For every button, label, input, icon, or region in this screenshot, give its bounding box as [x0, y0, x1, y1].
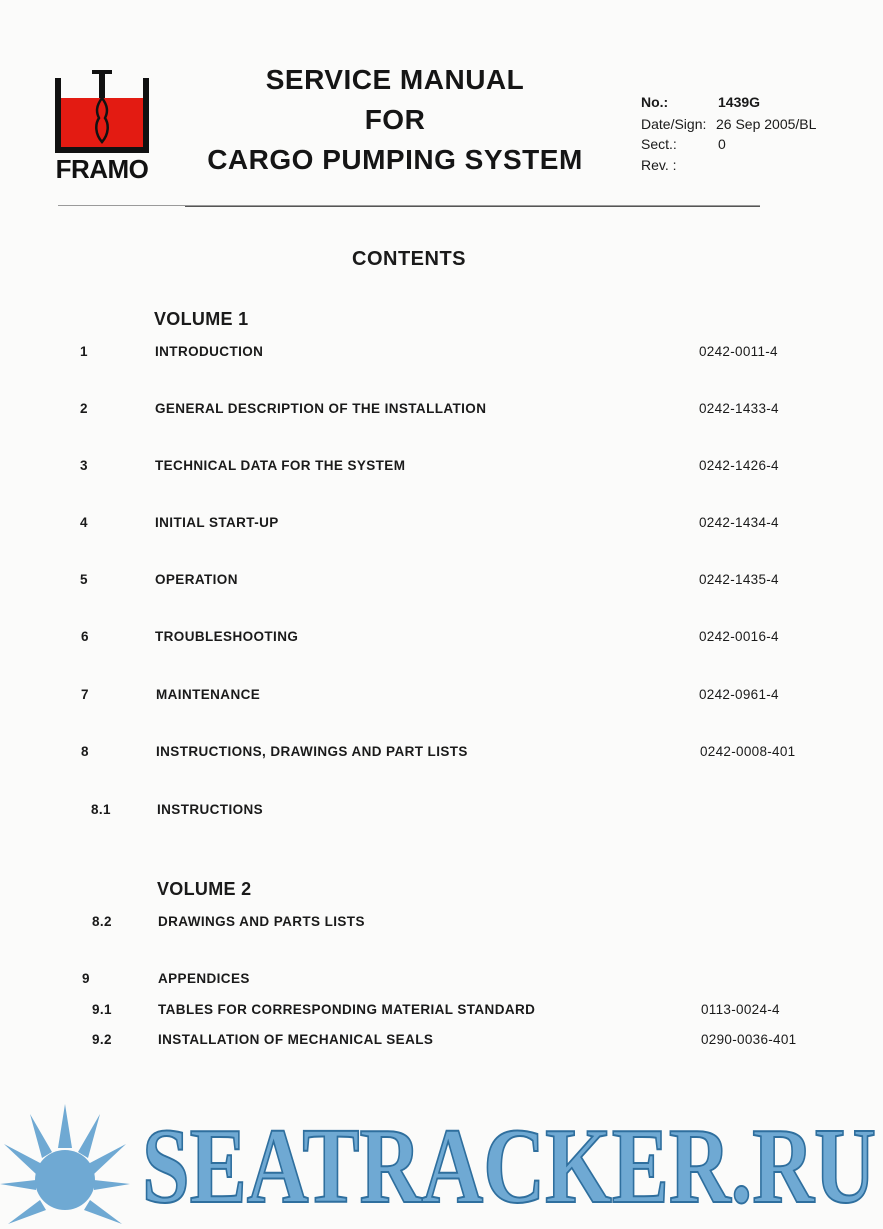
toc-code: 0242-0961-4 — [699, 687, 779, 702]
logo-text: FRAMO — [55, 154, 149, 184]
title-line-2: FOR — [364, 104, 426, 135]
contents-heading: CONTENTS — [352, 248, 466, 270]
toc-num: 8.2 — [92, 914, 112, 929]
toc-code: 0242-1433-4 — [699, 401, 779, 416]
toc-code: 0113-0024-4 — [701, 1002, 780, 1017]
title-line-3: CARGO PUMPING SYSTEM — [207, 144, 583, 175]
toc-code: 0242-0008-401 — [700, 744, 796, 759]
toc-num: 3 — [80, 458, 88, 473]
toc-title: INSTRUCTIONS, DRAWINGS AND PART LISTS — [156, 744, 468, 759]
toc-num: 6 — [81, 629, 89, 644]
toc-num: 5 — [80, 572, 88, 587]
watermark-text — [140, 1110, 880, 1220]
volume-2-heading: VOLUME 2 — [157, 879, 252, 899]
toc-code: 0242-0016-4 — [699, 629, 779, 644]
watermark-sun-icon — [0, 1100, 130, 1229]
toc-code: 0242-1426-4 — [699, 458, 779, 473]
svg-text:SEATRACKER.RU: SEATRACKER.RU — [142, 1110, 876, 1220]
toc-title: APPENDICES — [158, 971, 250, 986]
toc-title: INITIAL START-UP — [155, 515, 279, 530]
toc-num: 9 — [82, 971, 90, 986]
toc-num: 8 — [81, 744, 89, 759]
meta-no-label: No.: — [641, 94, 669, 110]
meta-no-value: 1439G — [718, 94, 761, 110]
toc-title: TABLES FOR CORRESPONDING MATERIAL STANDARD — [158, 1002, 536, 1017]
toc-title: OPERATION — [155, 572, 238, 587]
meta-date-label: Date/Sign: — [641, 116, 707, 132]
toc-num: 8.1 — [91, 802, 111, 817]
toc-title: INTRODUCTION — [155, 344, 264, 359]
toc-num: 4 — [80, 515, 88, 530]
toc-num: 9.1 — [92, 1002, 112, 1017]
toc-title: DRAWINGS AND PARTS LISTS — [158, 914, 365, 929]
toc-num: 9.2 — [92, 1032, 112, 1047]
toc-title: INSTALLATION OF MECHANICAL SEALS — [158, 1032, 434, 1047]
toc-num: 2 — [80, 401, 88, 416]
toc-code: 0242-0011-4 — [699, 344, 778, 359]
toc-title: INSTRUCTIONS — [157, 802, 264, 817]
toc-num: 1 — [80, 344, 88, 359]
toc-title: TECHNICAL DATA FOR THE SYSTEM — [155, 458, 406, 473]
toc-code: 0242-1435-4 — [699, 572, 779, 587]
toc-code: 0290-0036-401 — [701, 1032, 797, 1047]
toc-num: 7 — [81, 687, 89, 702]
toc-title: TROUBLESHOOTING — [155, 629, 299, 644]
title-line-1: SERVICE MANUAL — [265, 64, 525, 95]
volume-1-heading: VOLUME 1 — [154, 309, 249, 329]
toc-title: GENERAL DESCRIPTION OF THE INSTALLATION — [155, 401, 487, 416]
header-divider-bold — [185, 206, 760, 207]
toc-title: MAINTENANCE — [156, 687, 261, 702]
meta-rev-label: Rev. : — [641, 157, 677, 173]
toc-code: 0242-1434-4 — [699, 515, 779, 530]
meta-sect-value: 0 — [718, 136, 726, 152]
meta-date-value: 26 Sep 2005/BL — [716, 116, 817, 132]
meta-sect-label: Sect.: — [641, 136, 677, 152]
